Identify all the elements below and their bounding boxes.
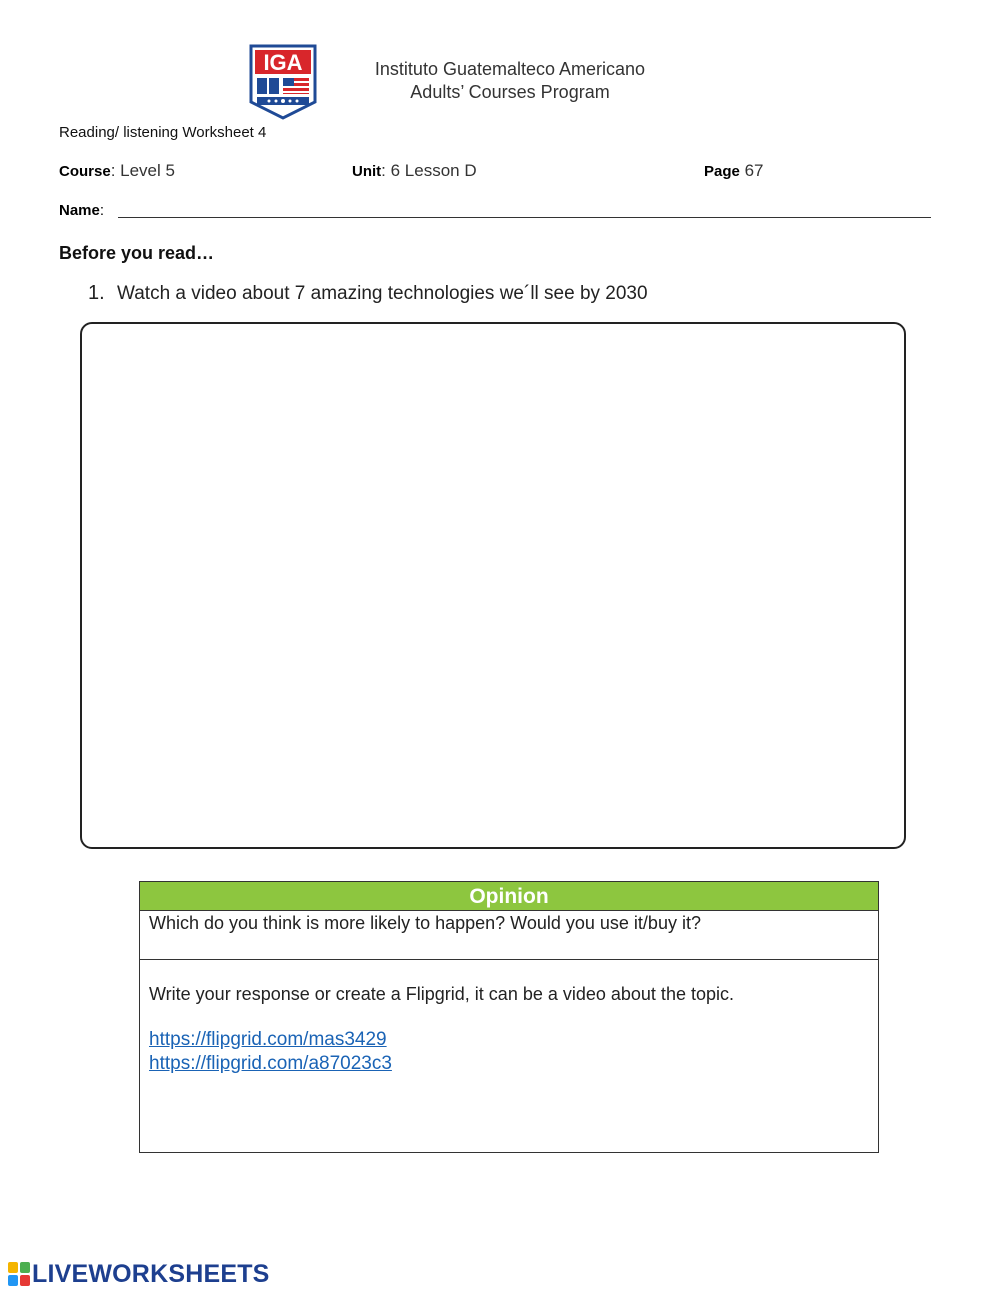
page-label: Page: [704, 163, 740, 180]
opinion-header: Opinion: [140, 882, 878, 911]
opinion-prompt: Which do you think is more likely to happen? Would you use it/buy it?: [140, 911, 878, 960]
flipgrid-link-1[interactable]: https://flipgrid.com/mas3429: [149, 1029, 387, 1050]
unit-value: : 6 Lesson D: [381, 161, 477, 180]
course-value: : Level 5: [110, 161, 175, 180]
name-label: Name: [59, 202, 100, 219]
iga-logo: [249, 44, 317, 120]
program-name: Adults’ Courses Program: [410, 82, 610, 102]
course-info: [59, 161, 175, 181]
opinion-response-area[interactable]: [140, 960, 878, 1076]
opinion-table: [139, 881, 879, 1153]
name-row: [59, 202, 104, 219]
institution-name: Instituto Guatemalteco Americano: [374, 59, 646, 79]
liveworksheets-brand[interactable]: [8, 1260, 270, 1288]
brand-text: LIVEWORKSHEETS: [32, 1259, 270, 1288]
liveworksheets-icon: [8, 1262, 30, 1286]
course-label: Course: [59, 163, 111, 180]
unit-info: [352, 161, 477, 181]
logo-text: IGA: [263, 50, 303, 75]
name-input-line[interactable]: [118, 217, 931, 218]
question-text: Watch a video about 7 amazing technologies we´ll see by 2030: [117, 283, 648, 304]
name-separator: :: [99, 202, 105, 219]
page-value: 67: [739, 161, 764, 180]
flipgrid-link-2[interactable]: https://flipgrid.com/a87023c3: [149, 1053, 392, 1074]
worksheet-title: Reading/ listening Worksheet 4: [59, 124, 267, 141]
opinion-instruction: Write your response or create a Flipgrid, it can be a video about the topic.: [149, 984, 734, 1004]
unit-label: Unit: [352, 163, 382, 180]
section-heading: Before you read…: [59, 243, 215, 263]
page-info: [704, 161, 764, 181]
question-number: 1.: [88, 282, 105, 304]
video-embed-box[interactable]: [80, 322, 906, 849]
